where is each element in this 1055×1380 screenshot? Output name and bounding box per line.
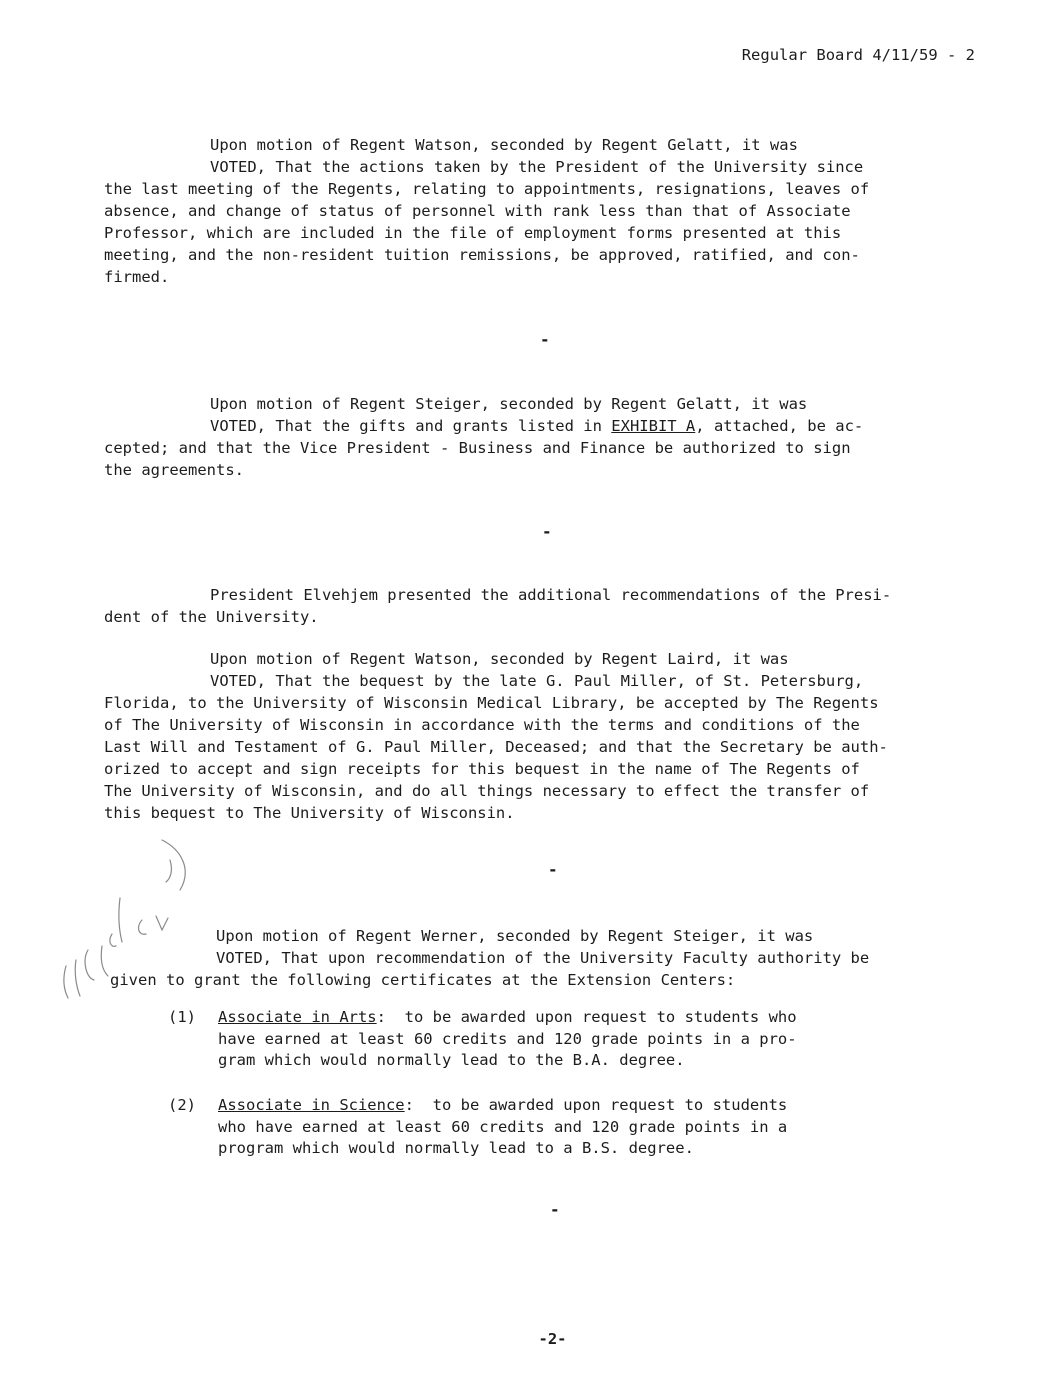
- list-item-number: (1): [168, 1008, 196, 1026]
- text-line: absence, and change of status of personnel with rank less than that of Associate: [104, 202, 851, 220]
- text-line: VOTED, That the bequest by the late G. Paul Miller, of St. Petersburg,: [210, 672, 864, 690]
- list-item: [168, 1007, 928, 1072]
- paragraph-personnel-actions: [104, 134, 984, 288]
- text-line: the agreements.: [104, 461, 244, 479]
- text-line: the last meeting of the Regents, relating to appointments, resignations, leaves of: [104, 180, 870, 198]
- text-segment: VOTED, That the gifts and grants listed in: [210, 417, 612, 435]
- section-separator: -: [542, 522, 552, 541]
- text-line: this bequest to The University of Wisconsin.: [104, 804, 515, 822]
- text-line: gram which would normally lead to the B.A. degree.: [218, 1051, 685, 1069]
- text-line: Upon motion of Regent Werner, seconded by Regent Steiger, it was: [216, 927, 814, 945]
- text-line: meeting, and the non-resident tuition remissions, be approved, ratified, and con-: [104, 246, 860, 264]
- text-line: Upon motion of Regent Watson, seconded by Regent Laird, it was: [210, 650, 789, 668]
- text-line: VOTED, That upon recommendation of the University Faculty authority be: [216, 949, 870, 967]
- text-line: have earned at least 60 credits and 120 grade points in a pro-: [218, 1029, 797, 1048]
- text-line: of The University of Wisconsin in accordance with the terms and conditions of the: [104, 716, 860, 734]
- certificate-term: Associate in Science: [218, 1096, 405, 1114]
- exhibit-reference: EXHIBIT A: [611, 417, 696, 435]
- page-header: Regular Board 4/11/59 - 2: [741, 46, 975, 64]
- section-separator: -: [548, 860, 558, 879]
- text-line: Last Will and Testament of G. Paul Miller, Deceased; and that the Secretary be auth-: [104, 738, 888, 756]
- text-line: who have earned at least 60 credits and 120 grade points in a: [218, 1117, 788, 1136]
- paragraph-miller-bequest: [104, 648, 984, 824]
- text-line: [104, 415, 984, 437]
- certificate-term: Associate in Arts: [218, 1008, 377, 1026]
- text-line: dent of the University.: [104, 608, 319, 626]
- text-line: firmed.: [104, 268, 170, 286]
- text-line: Upon motion of Regent Watson, seconded by Regent Gelatt, it was: [210, 136, 798, 154]
- section-separator: -: [540, 330, 550, 349]
- text-line: President Elvehjem presented the additional recommendations of the Presi-: [210, 586, 892, 604]
- text-line: VOTED, That the actions taken by the President of the University since: [210, 158, 864, 176]
- text-line: [218, 1095, 928, 1117]
- list-item-number: (2): [168, 1096, 196, 1114]
- text-segment: : to be awarded upon request to students who: [376, 1008, 797, 1026]
- text-line: cepted; and that the Vice President - Business and Finance be authorized to sign: [104, 439, 851, 457]
- paragraph-president-recommendations: [104, 584, 984, 628]
- text-line: program which would normally lead to a B.S. degree.: [218, 1139, 694, 1157]
- section-separator: -: [550, 1200, 560, 1219]
- paragraph-gifts-and-grants: [104, 393, 984, 481]
- text-line: The University of Wisconsin, and do all things necessary to effect the transfer of: [104, 782, 870, 800]
- text-line: [218, 1007, 928, 1029]
- text-line: Upon motion of Regent Steiger, seconded by Regent Gelatt, it was: [210, 395, 808, 413]
- text-line: Florida, to the University of Wisconsin Medical Library, be accepted by The Regents: [104, 694, 879, 712]
- text-line: given to grant the following certificates at the Extension Centers:: [110, 971, 736, 989]
- text-line: Professor, which are included in the file of employment forms presented at this: [104, 224, 842, 242]
- list-item: [168, 1095, 928, 1160]
- text-line: orized to accept and sign receipts for this bequest in the name of The Regents of: [104, 760, 860, 778]
- page-number: -2-: [538, 1330, 567, 1348]
- paragraph-extension-certificates: [110, 925, 990, 991]
- text-segment: , attached, be ac-: [695, 417, 864, 435]
- text-segment: : to be awarded upon request to students: [404, 1096, 788, 1114]
